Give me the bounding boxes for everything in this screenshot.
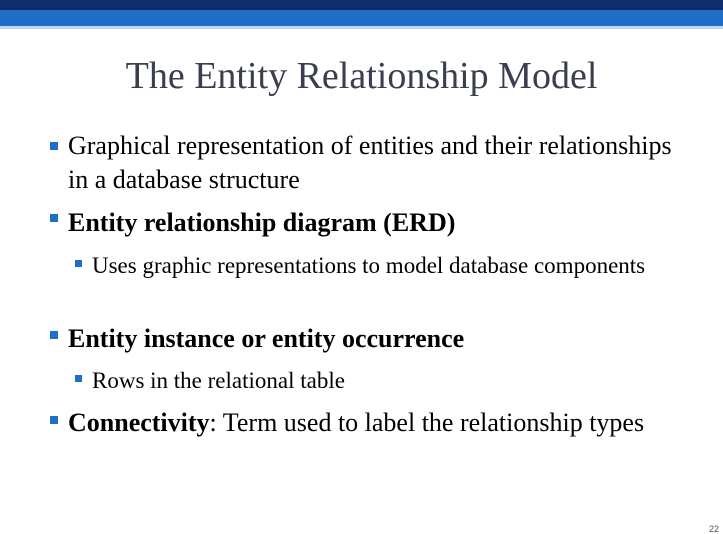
sub-bullet-marker [75,260,82,267]
bullet-marker [50,142,58,150]
bullet-marker [50,214,58,222]
sub-bullet-item: Uses graphic representations to model database components [92,253,646,278]
bullet-item: Graphical representation of entities and their relationships in a database structure [68,131,672,194]
sub-bullet-item: Rows in the relational table [92,368,345,393]
bullet-marker [50,416,58,424]
bullet-item: Entity relationship diagram (ERD) [68,208,456,237]
sub-bullet-marker [75,375,82,382]
term-connectivity: Connectivity [68,408,210,437]
bullet-item [68,406,678,440]
page-number: 22 [708,524,719,534]
term-definition: : Term used to label the relationship types [209,408,645,437]
slide-title: The Entity Relationship Model [125,55,598,97]
bullet-marker [50,331,58,339]
bullet-item: Entity instance or entity occurrence [68,324,465,353]
